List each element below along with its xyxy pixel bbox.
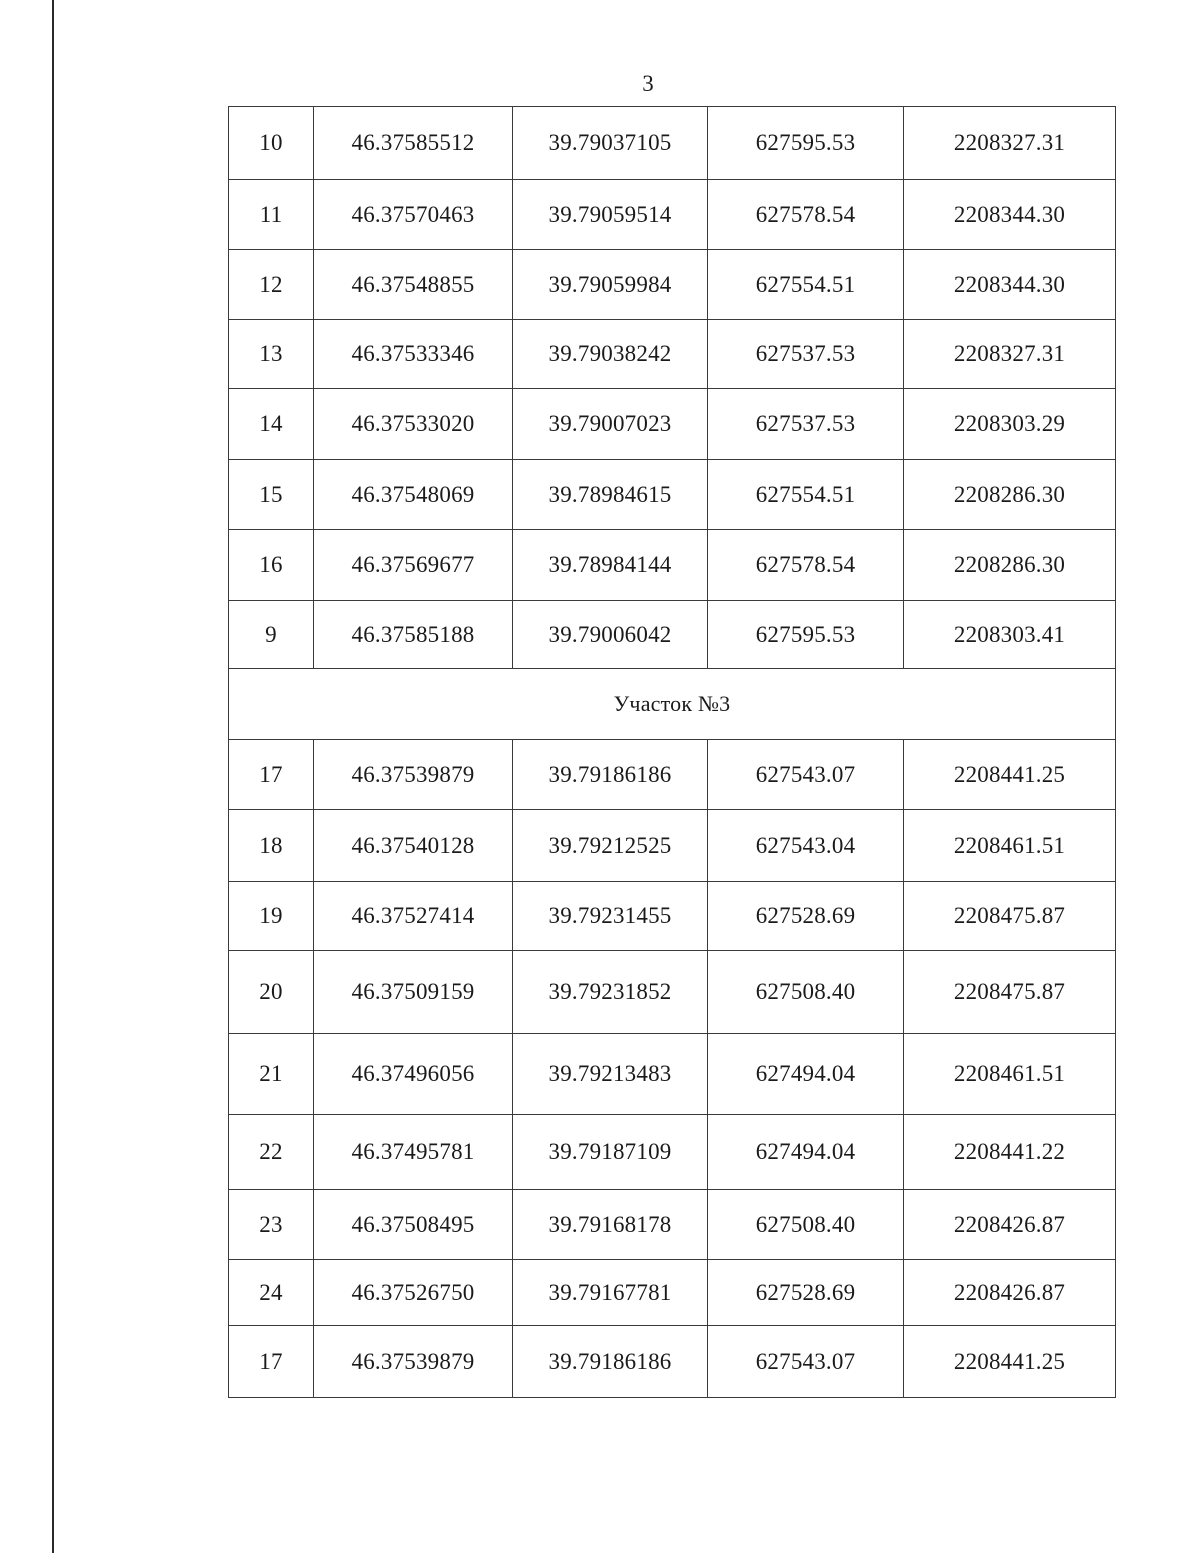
longitude-cell: 39.78984144	[513, 530, 708, 601]
latitude-cell: 46.37527414	[314, 882, 513, 951]
section-header-row	[229, 669, 1116, 740]
table-row	[229, 320, 1116, 389]
coordinates-table-body	[229, 107, 1116, 1398]
x-coordinate-cell: 627554.51	[708, 460, 904, 530]
latitude-cell: 46.37509159	[314, 951, 513, 1034]
point-number-cell: 13	[229, 320, 314, 389]
table-row	[229, 530, 1116, 601]
latitude-cell: 46.37548069	[314, 460, 513, 530]
longitude-cell: 39.79168178	[513, 1190, 708, 1260]
y-coordinate-cell: 2208475.87	[904, 951, 1116, 1034]
point-number-cell: 20	[229, 951, 314, 1034]
point-number-cell: 22	[229, 1115, 314, 1190]
longitude-cell: 39.79186186	[513, 740, 708, 810]
x-coordinate-cell: 627494.04	[708, 1034, 904, 1115]
page-number: 3	[642, 71, 654, 96]
y-coordinate-cell: 2208461.51	[904, 810, 1116, 882]
table-row	[229, 1260, 1116, 1326]
table-row	[229, 740, 1116, 810]
table-row	[229, 1115, 1116, 1190]
coordinates-table	[228, 106, 1116, 1398]
point-number-cell: 9	[229, 601, 314, 669]
table-row	[229, 601, 1116, 669]
longitude-cell: 39.79231852	[513, 951, 708, 1034]
x-coordinate-cell: 627543.07	[708, 740, 904, 810]
table-row	[229, 389, 1116, 460]
point-number-cell: 24	[229, 1260, 314, 1326]
latitude-cell: 46.37585188	[314, 601, 513, 669]
y-coordinate-cell: 2208441.22	[904, 1115, 1116, 1190]
y-coordinate-cell: 2208344.30	[904, 250, 1116, 320]
latitude-cell: 46.37539879	[314, 1326, 513, 1398]
point-number-cell: 12	[229, 250, 314, 320]
latitude-cell: 46.37533346	[314, 320, 513, 389]
y-coordinate-cell: 2208426.87	[904, 1260, 1116, 1326]
longitude-cell: 39.79167781	[513, 1260, 708, 1326]
x-coordinate-cell: 627537.53	[708, 320, 904, 389]
longitude-cell: 39.79186186	[513, 1326, 708, 1398]
x-coordinate-cell: 627554.51	[708, 250, 904, 320]
y-coordinate-cell: 2208286.30	[904, 460, 1116, 530]
latitude-cell: 46.37495781	[314, 1115, 513, 1190]
x-coordinate-cell: 627528.69	[708, 1260, 904, 1326]
table-row	[229, 810, 1116, 882]
point-number-cell: 21	[229, 1034, 314, 1115]
longitude-cell: 39.79187109	[513, 1115, 708, 1190]
x-coordinate-cell: 627494.04	[708, 1115, 904, 1190]
point-number-cell: 17	[229, 1326, 314, 1398]
y-coordinate-cell: 2208303.29	[904, 389, 1116, 460]
longitude-cell: 39.79007023	[513, 389, 708, 460]
y-coordinate-cell: 2208426.87	[904, 1190, 1116, 1260]
longitude-cell: 39.79213483	[513, 1034, 708, 1115]
x-coordinate-cell: 627537.53	[708, 389, 904, 460]
point-number-cell: 14	[229, 389, 314, 460]
latitude-cell: 46.37539879	[314, 740, 513, 810]
point-number-cell: 15	[229, 460, 314, 530]
y-coordinate-cell: 2208327.31	[904, 320, 1116, 389]
section-title: Участок №3	[229, 669, 1116, 740]
table-row	[229, 107, 1116, 180]
point-number-cell: 17	[229, 740, 314, 810]
x-coordinate-cell: 627578.54	[708, 180, 904, 250]
longitude-cell: 39.79059514	[513, 180, 708, 250]
x-coordinate-cell: 627508.40	[708, 951, 904, 1034]
longitude-cell: 39.79059984	[513, 250, 708, 320]
latitude-cell: 46.37496056	[314, 1034, 513, 1115]
point-number-cell: 19	[229, 882, 314, 951]
x-coordinate-cell: 627543.04	[708, 810, 904, 882]
latitude-cell: 46.37540128	[314, 810, 513, 882]
point-number-cell: 10	[229, 107, 314, 180]
table-row	[229, 1190, 1116, 1260]
y-coordinate-cell: 2208475.87	[904, 882, 1116, 951]
point-number-cell: 23	[229, 1190, 314, 1260]
y-coordinate-cell: 2208344.30	[904, 180, 1116, 250]
table-row	[229, 460, 1116, 530]
latitude-cell: 46.37585512	[314, 107, 513, 180]
longitude-cell: 39.79231455	[513, 882, 708, 951]
y-coordinate-cell: 2208441.25	[904, 740, 1116, 810]
longitude-cell: 39.78984615	[513, 460, 708, 530]
table-row	[229, 951, 1116, 1034]
table-row	[229, 882, 1116, 951]
latitude-cell: 46.37570463	[314, 180, 513, 250]
x-coordinate-cell: 627595.53	[708, 107, 904, 180]
point-number-cell: 16	[229, 530, 314, 601]
table-row	[229, 250, 1116, 320]
y-coordinate-cell: 2208286.30	[904, 530, 1116, 601]
latitude-cell: 46.37533020	[314, 389, 513, 460]
longitude-cell: 39.79006042	[513, 601, 708, 669]
x-coordinate-cell: 627578.54	[708, 530, 904, 601]
latitude-cell: 46.37548855	[314, 250, 513, 320]
point-number-cell: 18	[229, 810, 314, 882]
latitude-cell: 46.37569677	[314, 530, 513, 601]
table-row	[229, 1326, 1116, 1398]
y-coordinate-cell: 2208441.25	[904, 1326, 1116, 1398]
x-coordinate-cell: 627543.07	[708, 1326, 904, 1398]
latitude-cell: 46.37526750	[314, 1260, 513, 1326]
point-number-cell: 11	[229, 180, 314, 250]
table-row	[229, 1034, 1116, 1115]
page-left-edge-line	[52, 0, 54, 1553]
longitude-cell: 39.79212525	[513, 810, 708, 882]
longitude-cell: 39.79037105	[513, 107, 708, 180]
y-coordinate-cell: 2208327.31	[904, 107, 1116, 180]
x-coordinate-cell: 627528.69	[708, 882, 904, 951]
x-coordinate-cell: 627595.53	[708, 601, 904, 669]
table-row	[229, 180, 1116, 250]
y-coordinate-cell: 2208303.41	[904, 601, 1116, 669]
y-coordinate-cell: 2208461.51	[904, 1034, 1116, 1115]
x-coordinate-cell: 627508.40	[708, 1190, 904, 1260]
longitude-cell: 39.79038242	[513, 320, 708, 389]
latitude-cell: 46.37508495	[314, 1190, 513, 1260]
